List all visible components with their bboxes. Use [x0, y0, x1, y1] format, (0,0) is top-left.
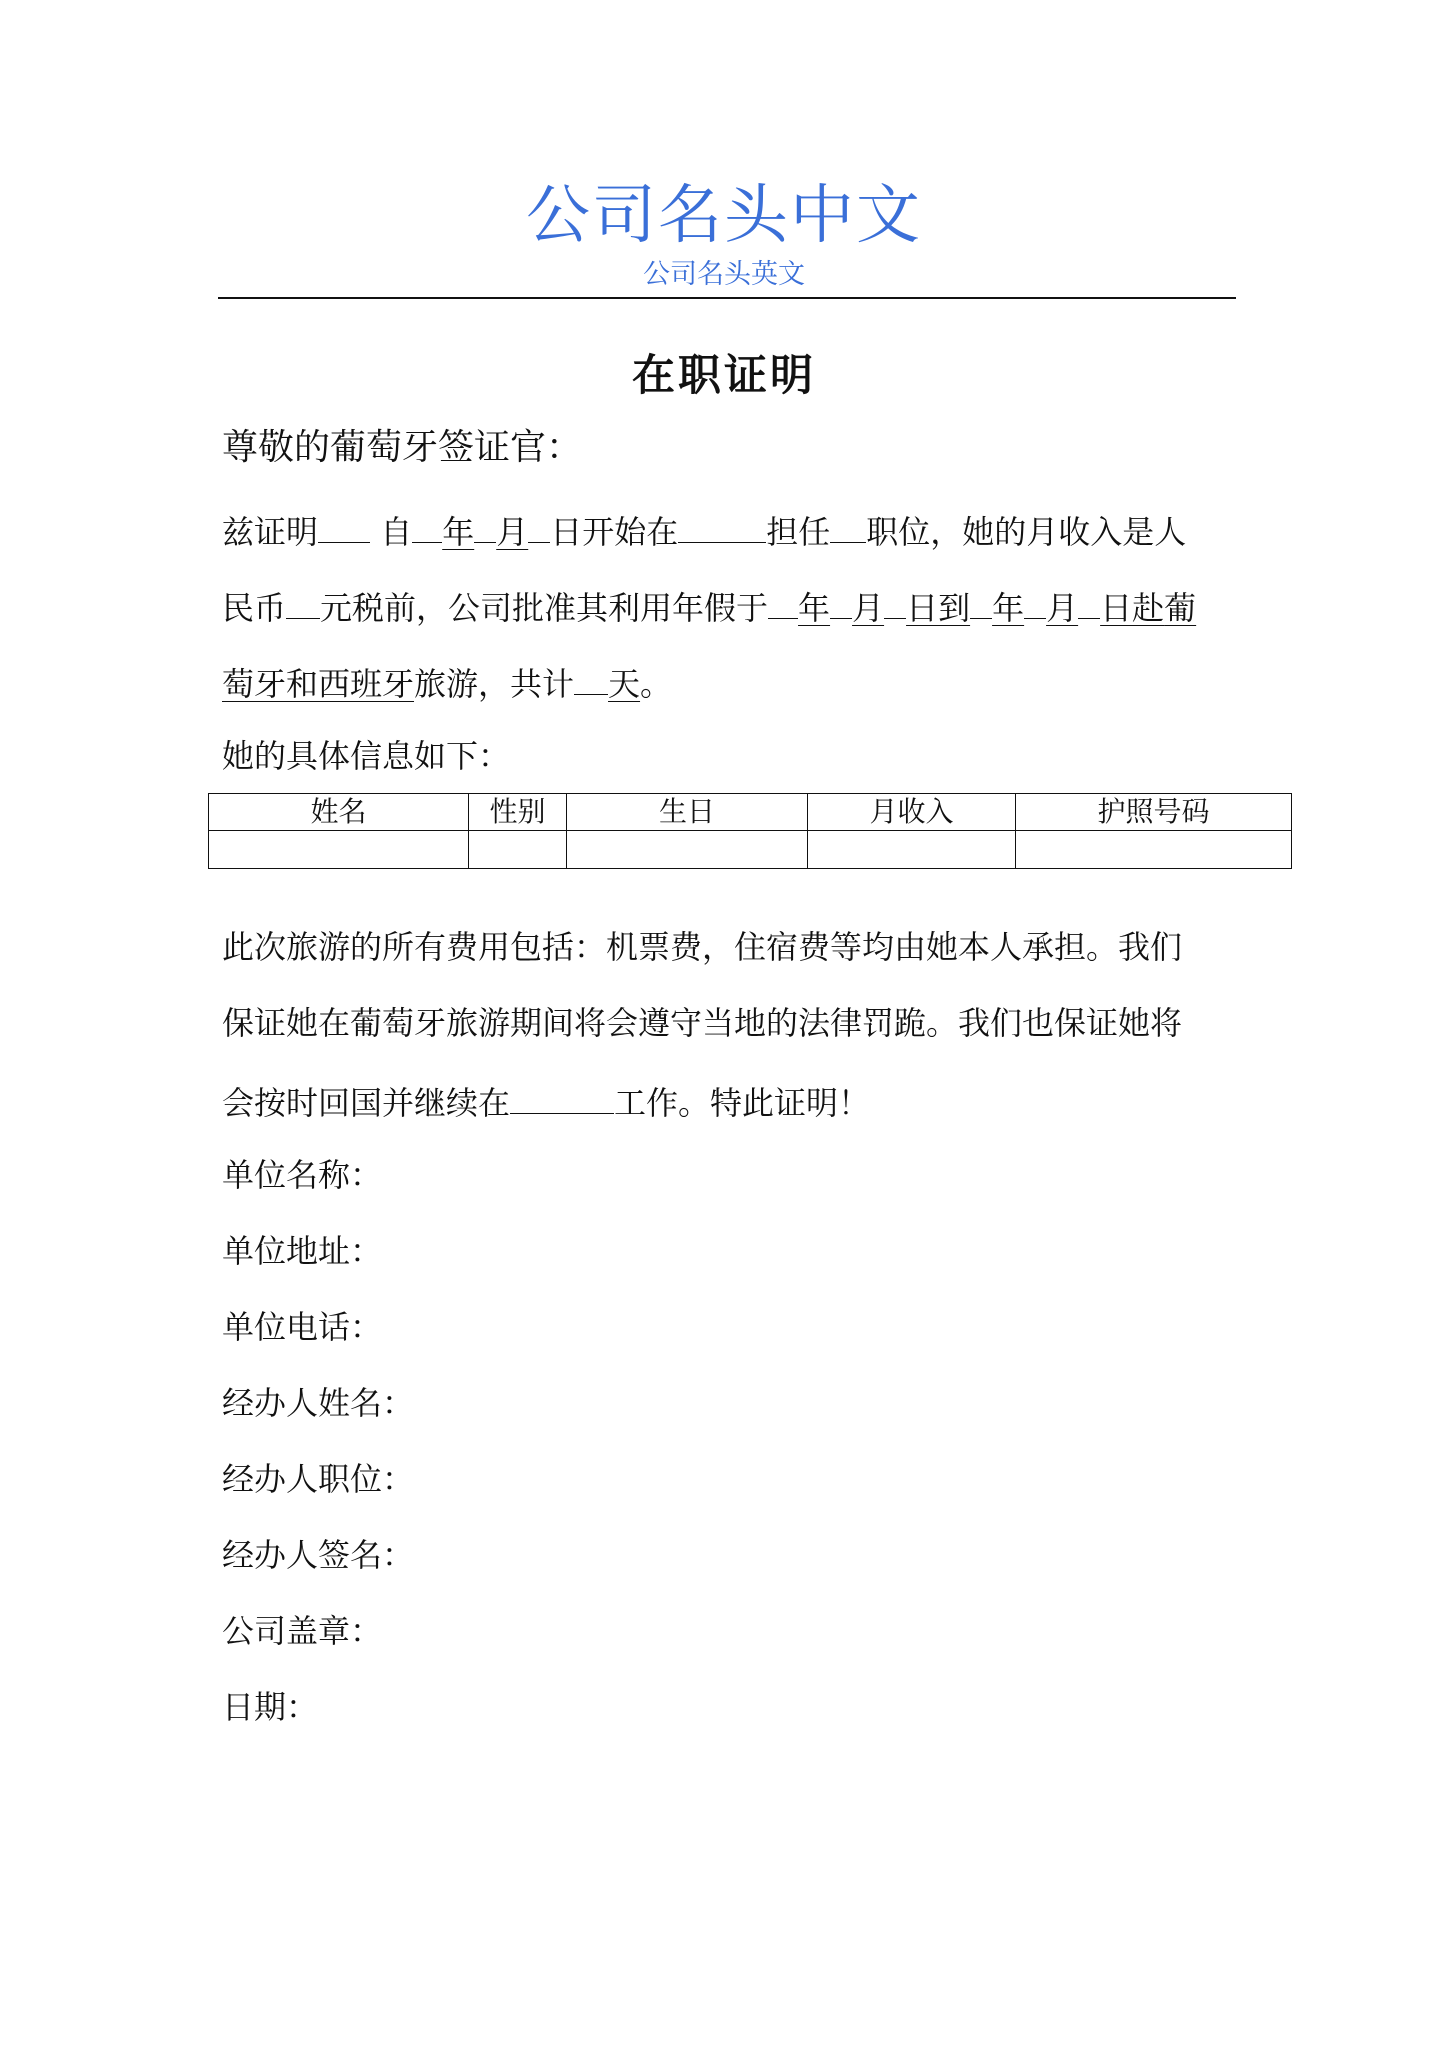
blank-start-day: [528, 506, 550, 543]
blank-to-month: [1024, 582, 1046, 619]
cell-monthly-income[interactable]: [808, 831, 1016, 869]
cell-birthday[interactable]: [567, 831, 808, 869]
column-header-birthday: 生日: [567, 794, 808, 831]
field-company-seal: 公司盖章：: [222, 1612, 383, 1650]
info-intro: 她的具体信息如下：: [222, 737, 511, 775]
column-header-gender: 性别: [469, 794, 567, 831]
text-segment: 民币: [222, 589, 287, 627]
text-segment: 月: [496, 513, 529, 551]
blank-start-month: [474, 506, 496, 543]
cell-passport-number[interactable]: [1016, 831, 1292, 869]
text-segment: 日到: [906, 589, 971, 627]
text-segment: 葡: [1164, 589, 1197, 627]
text-segment: 月: [1046, 589, 1079, 627]
field-handler-signature: 经办人签名：: [222, 1536, 415, 1574]
field-company-address: 单位地址：: [222, 1232, 383, 1270]
text-segment: 兹证明: [222, 513, 319, 551]
table-header-row: [209, 794, 1292, 831]
text-segment: 年: [442, 513, 475, 551]
text-segment: 职位，她的月收入是人: [866, 513, 1187, 551]
text-segment: 会按时回国并继续在: [222, 1084, 511, 1122]
column-header-passport-number: 护照号码: [1016, 794, 1292, 831]
blank-total-days: [574, 658, 608, 695]
blank-to-day: [1078, 582, 1100, 619]
text-segment: 萄牙和西班牙: [222, 665, 415, 703]
text-segment: 。: [640, 665, 673, 703]
text-segment: 担任: [766, 513, 831, 551]
blank-to-year: [970, 582, 992, 619]
company-name-chinese: 公司名头中文: [526, 179, 922, 253]
expense-line-2: 保证她在葡萄牙旅游期间将会遵守当地的法律罚跪。我们也保证她将: [222, 1004, 1183, 1042]
blank-from-day: [884, 582, 906, 619]
document-title: 在职证明: [632, 351, 816, 401]
field-company-name: 单位名称：: [222, 1156, 383, 1194]
text-segment: 日开始在: [550, 513, 679, 551]
text-segment: 旅游，共计: [414, 665, 575, 703]
expense-line-1: 此次旅游的所有费用包括：机票费，住宿费等均由她本人承担。我们: [222, 928, 1183, 966]
column-header-name: 姓名: [209, 794, 469, 831]
text-segment: 年: [992, 589, 1025, 627]
column-header-monthly-income: 月收入: [808, 794, 1016, 831]
text-segment: 天: [608, 665, 641, 703]
blank-position: [830, 506, 866, 543]
blank-from-month: [830, 582, 852, 619]
blank-company-name: [678, 506, 766, 543]
certificate-line-2: [222, 582, 1196, 630]
cell-name[interactable]: [209, 831, 469, 869]
text-segment: 年: [798, 589, 831, 627]
expense-line-3: [222, 1077, 870, 1125]
header-divider: [218, 297, 1236, 299]
salutation: 尊敬的葡萄牙签证官：: [222, 427, 583, 468]
text-segment: 日赴: [1100, 589, 1165, 627]
text-segment: 工作。特此证明！: [614, 1084, 871, 1122]
field-handler-name: 经办人姓名：: [222, 1384, 415, 1422]
text-segment: 自: [380, 513, 413, 551]
blank-start-year: [412, 506, 442, 543]
certificate-line-3: [222, 658, 672, 706]
company-name-english: 公司名头英文: [643, 259, 805, 290]
personal-info-table: [208, 793, 1292, 869]
text-segment: 元税前，公司批准其利用年假于: [320, 589, 769, 627]
cell-gender[interactable]: [469, 831, 567, 869]
field-handler-position: 经办人职位：: [222, 1460, 415, 1498]
blank-workplace: [510, 1077, 614, 1114]
text-segment: 月: [852, 589, 885, 627]
certificate-line-1: [222, 506, 1186, 554]
table-row: [209, 831, 1292, 869]
field-company-phone: 单位电话：: [222, 1308, 383, 1346]
field-date: 日期：: [222, 1688, 319, 1726]
blank-employee-name: [318, 506, 370, 543]
blank-monthly-income: [286, 582, 320, 619]
blank-from-year: [768, 582, 798, 619]
